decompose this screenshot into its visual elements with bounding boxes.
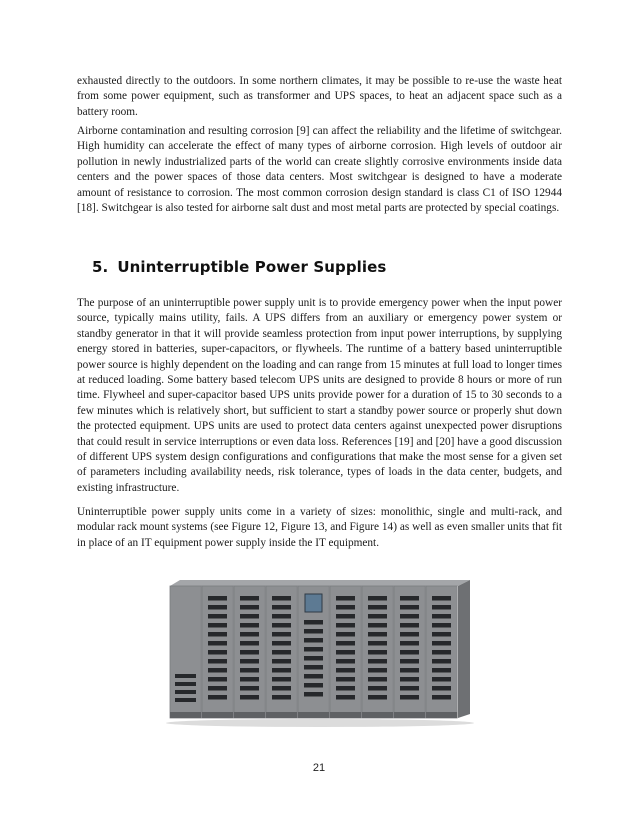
vent-slot bbox=[272, 641, 291, 646]
vent-slot bbox=[272, 596, 291, 601]
vent-slot bbox=[240, 596, 259, 601]
vent-slot bbox=[432, 659, 451, 664]
vent-slot bbox=[272, 650, 291, 655]
vent-slot bbox=[400, 596, 419, 601]
vent-slot bbox=[304, 620, 323, 625]
vent-slot bbox=[336, 596, 355, 601]
vent-slot bbox=[208, 677, 227, 682]
vent-slot bbox=[240, 677, 259, 682]
vent-slot bbox=[368, 650, 387, 655]
vent-slot bbox=[368, 695, 387, 700]
vent-slot bbox=[208, 614, 227, 619]
vent-slot bbox=[208, 632, 227, 637]
vent-slot bbox=[208, 605, 227, 610]
vent-slot bbox=[336, 650, 355, 655]
vent-slot bbox=[272, 668, 291, 673]
cabinet-plinth bbox=[426, 712, 457, 718]
vent-slot bbox=[272, 695, 291, 700]
vent-slot bbox=[432, 686, 451, 691]
vent-slot bbox=[336, 659, 355, 664]
ups-cabinet-illustration bbox=[160, 578, 480, 738]
vent-slot bbox=[272, 677, 291, 682]
vent-slot bbox=[336, 623, 355, 628]
ups-cabinet-figure bbox=[160, 578, 480, 738]
vent-slot bbox=[304, 638, 323, 643]
vent-slot bbox=[336, 614, 355, 619]
display-panel bbox=[305, 594, 322, 612]
vent-slot bbox=[272, 623, 291, 628]
vent-slot bbox=[400, 695, 419, 700]
vent-slot bbox=[304, 683, 323, 688]
vent-slot bbox=[208, 596, 227, 601]
vent-slot bbox=[336, 695, 355, 700]
vent-slot bbox=[368, 614, 387, 619]
vent-slot bbox=[400, 623, 419, 628]
vent-slot bbox=[432, 632, 451, 637]
vent-slot bbox=[240, 614, 259, 619]
vent-slot bbox=[208, 695, 227, 700]
vent-slot bbox=[432, 605, 451, 610]
cabinet-plinth bbox=[394, 712, 425, 718]
vent-slot bbox=[175, 690, 196, 694]
paragraph-ups-sizes: Uninterruptible power supply units come in a variety of sizes: monolithic, single and multi-rack, and modular rack mount systems (see Figure 12, Figure 13, and Figure 14) as well as even smaller units that fit in place of an IT equipment power supply inside the IT equipment. bbox=[77, 506, 562, 549]
paragraph-waste-heat: exhausted directly to the outdoors. In some northern climates, it may be possible to re-use the waste heat from some power equipment, such as transformer and UPS spaces, to heat an adjacent space such as a battery room. bbox=[77, 75, 562, 118]
vent-slot bbox=[336, 677, 355, 682]
section-title: Uninterruptible Power Supplies bbox=[117, 258, 387, 276]
paragraph-corrosion: Airborne contamination and resulting corrosion [9] can affect the reliability and the lifetime of switchgear. High humidity can accelerate the effect of many types of airborne corrosion. High levels of outdoor air pollution in newly industrialized parts of the world can create slightly corrosive environments inside data centers and the power spaces of those data centers. Most switchgear is designed to have a moderate amount of resistance to corrosion. The most common corrosion design standard is class C1 of ISO 12944 [18]. Switchgear is also tested for airborne salt dust and most metal parts are protected by special coatings. bbox=[77, 125, 562, 215]
vent-slot bbox=[400, 686, 419, 691]
vent-slot bbox=[336, 686, 355, 691]
vent-slot bbox=[175, 698, 196, 702]
cabinet-side bbox=[458, 580, 470, 718]
section-heading bbox=[92, 258, 386, 276]
vent-slot bbox=[175, 682, 196, 686]
page-number: 21 bbox=[312, 762, 326, 774]
vent-slot bbox=[432, 614, 451, 619]
vent-slot bbox=[272, 686, 291, 691]
vent-slot bbox=[432, 596, 451, 601]
cabinet-plinth bbox=[202, 712, 233, 718]
vent-slot bbox=[400, 605, 419, 610]
cabinet-top bbox=[170, 580, 470, 586]
vent-slot bbox=[304, 674, 323, 679]
vent-slot bbox=[208, 641, 227, 646]
vent-slot bbox=[240, 623, 259, 628]
vent-slot bbox=[208, 650, 227, 655]
vent-slot bbox=[208, 659, 227, 664]
vent-slot bbox=[304, 692, 323, 697]
vent-slot bbox=[240, 659, 259, 664]
vent-slot bbox=[304, 629, 323, 634]
vent-slot bbox=[400, 677, 419, 682]
cabinet-plinth bbox=[298, 712, 329, 718]
vent-slot bbox=[400, 632, 419, 637]
vent-slot bbox=[336, 605, 355, 610]
vent-slot bbox=[400, 641, 419, 646]
vent-slot bbox=[240, 632, 259, 637]
vent-slot bbox=[432, 668, 451, 673]
vent-slot bbox=[368, 641, 387, 646]
vent-slot bbox=[175, 674, 196, 678]
vent-slot bbox=[400, 668, 419, 673]
vent-slot bbox=[208, 623, 227, 628]
section-number: 5. bbox=[92, 258, 109, 276]
vent-slot bbox=[240, 605, 259, 610]
vent-slot bbox=[272, 614, 291, 619]
cabinet-plinth bbox=[266, 712, 297, 718]
vent-slot bbox=[432, 623, 451, 628]
vent-slot bbox=[240, 650, 259, 655]
vent-slot bbox=[336, 668, 355, 673]
vent-slot bbox=[400, 650, 419, 655]
vent-slot bbox=[304, 665, 323, 670]
vent-slot bbox=[368, 677, 387, 682]
vent-slot bbox=[368, 605, 387, 610]
vent-slot bbox=[240, 641, 259, 646]
vent-slot bbox=[368, 686, 387, 691]
vent-slot bbox=[432, 641, 451, 646]
cabinet-plinth bbox=[362, 712, 393, 718]
vent-slot bbox=[272, 605, 291, 610]
vent-slot bbox=[336, 641, 355, 646]
vent-slot bbox=[432, 677, 451, 682]
vent-slot bbox=[432, 650, 451, 655]
vent-slot bbox=[240, 686, 259, 691]
vent-slot bbox=[208, 668, 227, 673]
vent-slot bbox=[432, 695, 451, 700]
vent-slot bbox=[272, 659, 291, 664]
vent-slot bbox=[368, 668, 387, 673]
vent-slot bbox=[304, 656, 323, 661]
vent-slot bbox=[240, 668, 259, 673]
cabinet-plinth bbox=[170, 712, 201, 718]
vent-slot bbox=[240, 695, 259, 700]
cabinet-plinth bbox=[234, 712, 265, 718]
vent-slot bbox=[272, 632, 291, 637]
vent-slot bbox=[400, 614, 419, 619]
vent-slot bbox=[368, 632, 387, 637]
vent-slot bbox=[368, 623, 387, 628]
vent-slot bbox=[336, 632, 355, 637]
floor-shadow bbox=[166, 719, 474, 727]
vent-slot bbox=[208, 686, 227, 691]
vent-slot bbox=[368, 659, 387, 664]
cabinet-plinth bbox=[330, 712, 361, 718]
vent-slot bbox=[304, 647, 323, 652]
vent-slot bbox=[400, 659, 419, 664]
paragraph-ups-purpose: The purpose of an uninterruptible power supply unit is to provide emergency power when the input power source, typically mains utility, fails. A UPS differs from an auxiliary or emergency power system or standby generator in that it will provide seamless protection from input power interruptions, by supplying energy stored in batteries, super-capacitors, or flywheels. The runtime of a battery based uninterruptible power source is highly dependent on the loading and can range from 15 minutes at full load to longer times at reduced loading. Some battery based telecom UPS units are designed to provide 8 hours or more of run time. Flywheel and super-capacitor based UPS units provide power for a duration of 15 to 30 seconds to a few minutes which is relatively short, but sufficient to start a standby power source or properly shut down the protected equipment. UPS units are used to protect data centers against unexpected power disruptions that could result in service interruptions or even data loss. References [19] and [20] have a good discussion of different UPS system design configurations and configurations that make the most sense for a given set of parameters including availability needs, risk tolerance, types of loads in the data center, budgets, and existing infrastructure. bbox=[77, 297, 562, 494]
vent-slot bbox=[368, 596, 387, 601]
